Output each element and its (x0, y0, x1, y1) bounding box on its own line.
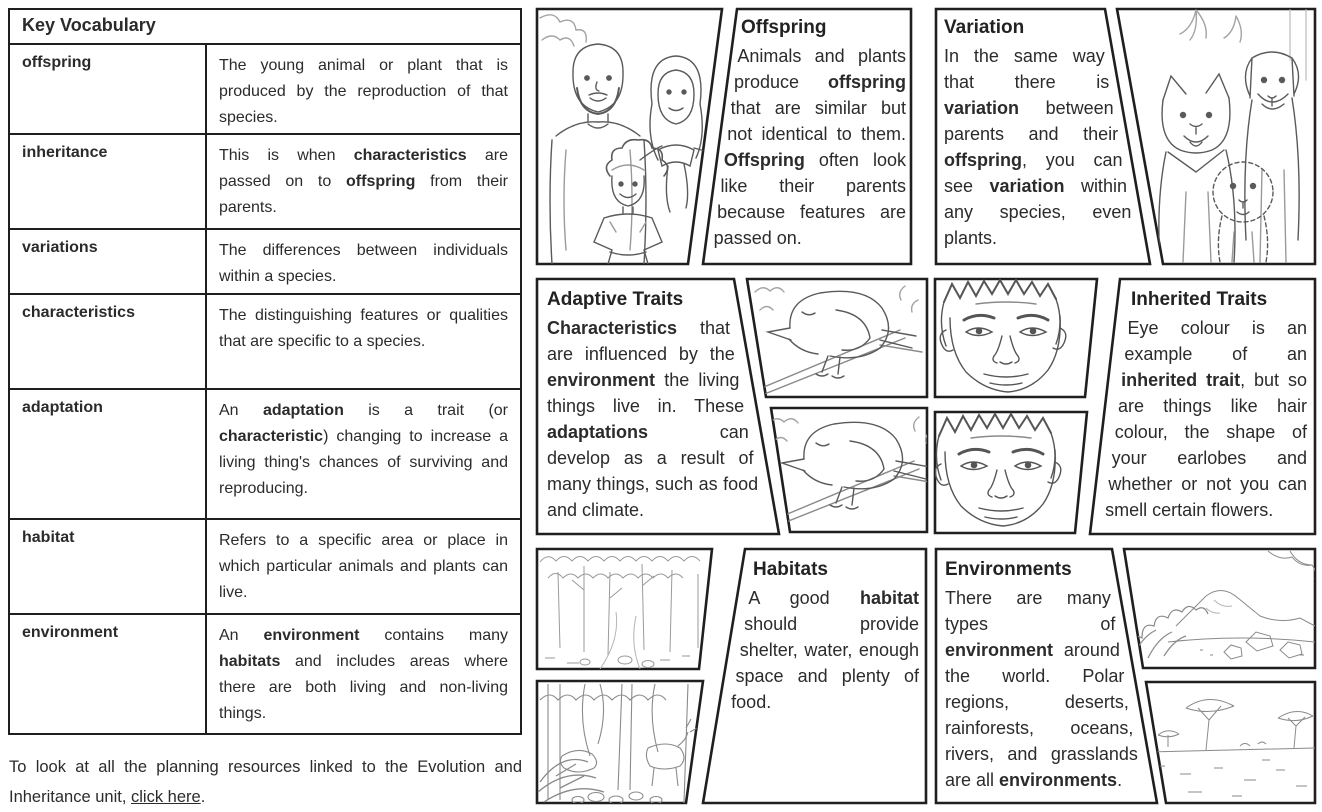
habitats-title: Habitats (753, 559, 828, 580)
inherited-traits-panel (1101, 287, 1307, 531)
vocab-def-adaptation: An adaptation is a trait (or characteristic) changing to increase a living thing's chances of surviving and reproducing. (207, 388, 520, 518)
vocab-def-offspring: The young animal or plant that is produced by the reproduction of that species. (207, 43, 520, 133)
adaptive-traits-body: Characteristics that are influenced by the environment the living things live in. These adaptations can develop as a result of many things, such as food and climate. (547, 318, 759, 520)
environments-body: There are many types of environment around the world. Polar regions, deserts, rainforests, oceans, rivers, and grasslands are all environments. (945, 588, 1138, 790)
vocab-def-environment: An environment contains many habitats and includes areas where there are both living and non-living things. (207, 613, 520, 733)
vocab-term-characteristics: characteristics (10, 293, 207, 388)
vocab-term-adaptation: adaptation (10, 388, 207, 518)
vocab-term-environment: environment (10, 613, 207, 733)
table-title: Key Vocabulary (22, 15, 156, 35)
inherited-traits-title: Inherited Traits (1131, 289, 1268, 310)
vocab-def-characteristics: The distinguishing features or qualities that are specific to a species. (207, 293, 520, 388)
footer-note (9, 752, 522, 812)
key-vocabulary-table (8, 8, 522, 735)
vocab-term-variations: variations (10, 228, 207, 293)
click-here-link[interactable]: click here (131, 788, 201, 806)
environments-panel (945, 557, 1148, 799)
footer-line2-text: Inheritance unit, (9, 788, 131, 806)
offspring-title: Offspring (741, 17, 827, 38)
variation-panel (944, 15, 1142, 261)
environments-title: Environments (945, 559, 1072, 580)
variation-body: In the same way that there is variation between parents and their offspring, you can see variation within any species, even plants. (944, 46, 1132, 248)
offspring-panel (709, 15, 906, 261)
bird2-frame (771, 408, 927, 532)
forest1-frame (537, 549, 712, 669)
vocab-def-inheritance: This is when characteristics are passed on to offspring from their parents. (207, 133, 520, 228)
adaptive-traits-title: Adaptive Traits (547, 289, 684, 310)
offspring-body: Animals and plants produce offspring that are similar but not identical to them. Offspring often look like their parents because features are passed on. (713, 46, 906, 248)
habitats-panel (713, 557, 919, 799)
adaptive-traits-panel (547, 287, 769, 531)
vocab-def-habitat: Refers to a specific area or place in which particular animals and plants can live. (207, 518, 520, 613)
savanna-frame (1146, 682, 1315, 803)
vocab-term-inheritance: inheritance (10, 133, 207, 228)
inherited-traits-body: Eye colour is an example of an inherited trait, but so are things like hair colour, the shape of your earlobes and whether or not you can smell certain flowers. (1105, 318, 1307, 520)
face2-frame (935, 412, 1087, 533)
vocab-def-variations: The differences between individuals within a species. (207, 228, 520, 293)
vocab-term-offspring: offspring (10, 43, 207, 133)
footer-line1: To look at all the planning resources linked to the Evolution and (9, 758, 522, 776)
habitats-body: A good habitat should provide shelter, water, enough space and plenty of food. (731, 588, 919, 712)
footer-line2 (9, 782, 522, 812)
variation-title: Variation (944, 17, 1025, 38)
footer-line2-period: . (200, 788, 206, 806)
vocab-term-habitat: habitat (10, 518, 207, 613)
